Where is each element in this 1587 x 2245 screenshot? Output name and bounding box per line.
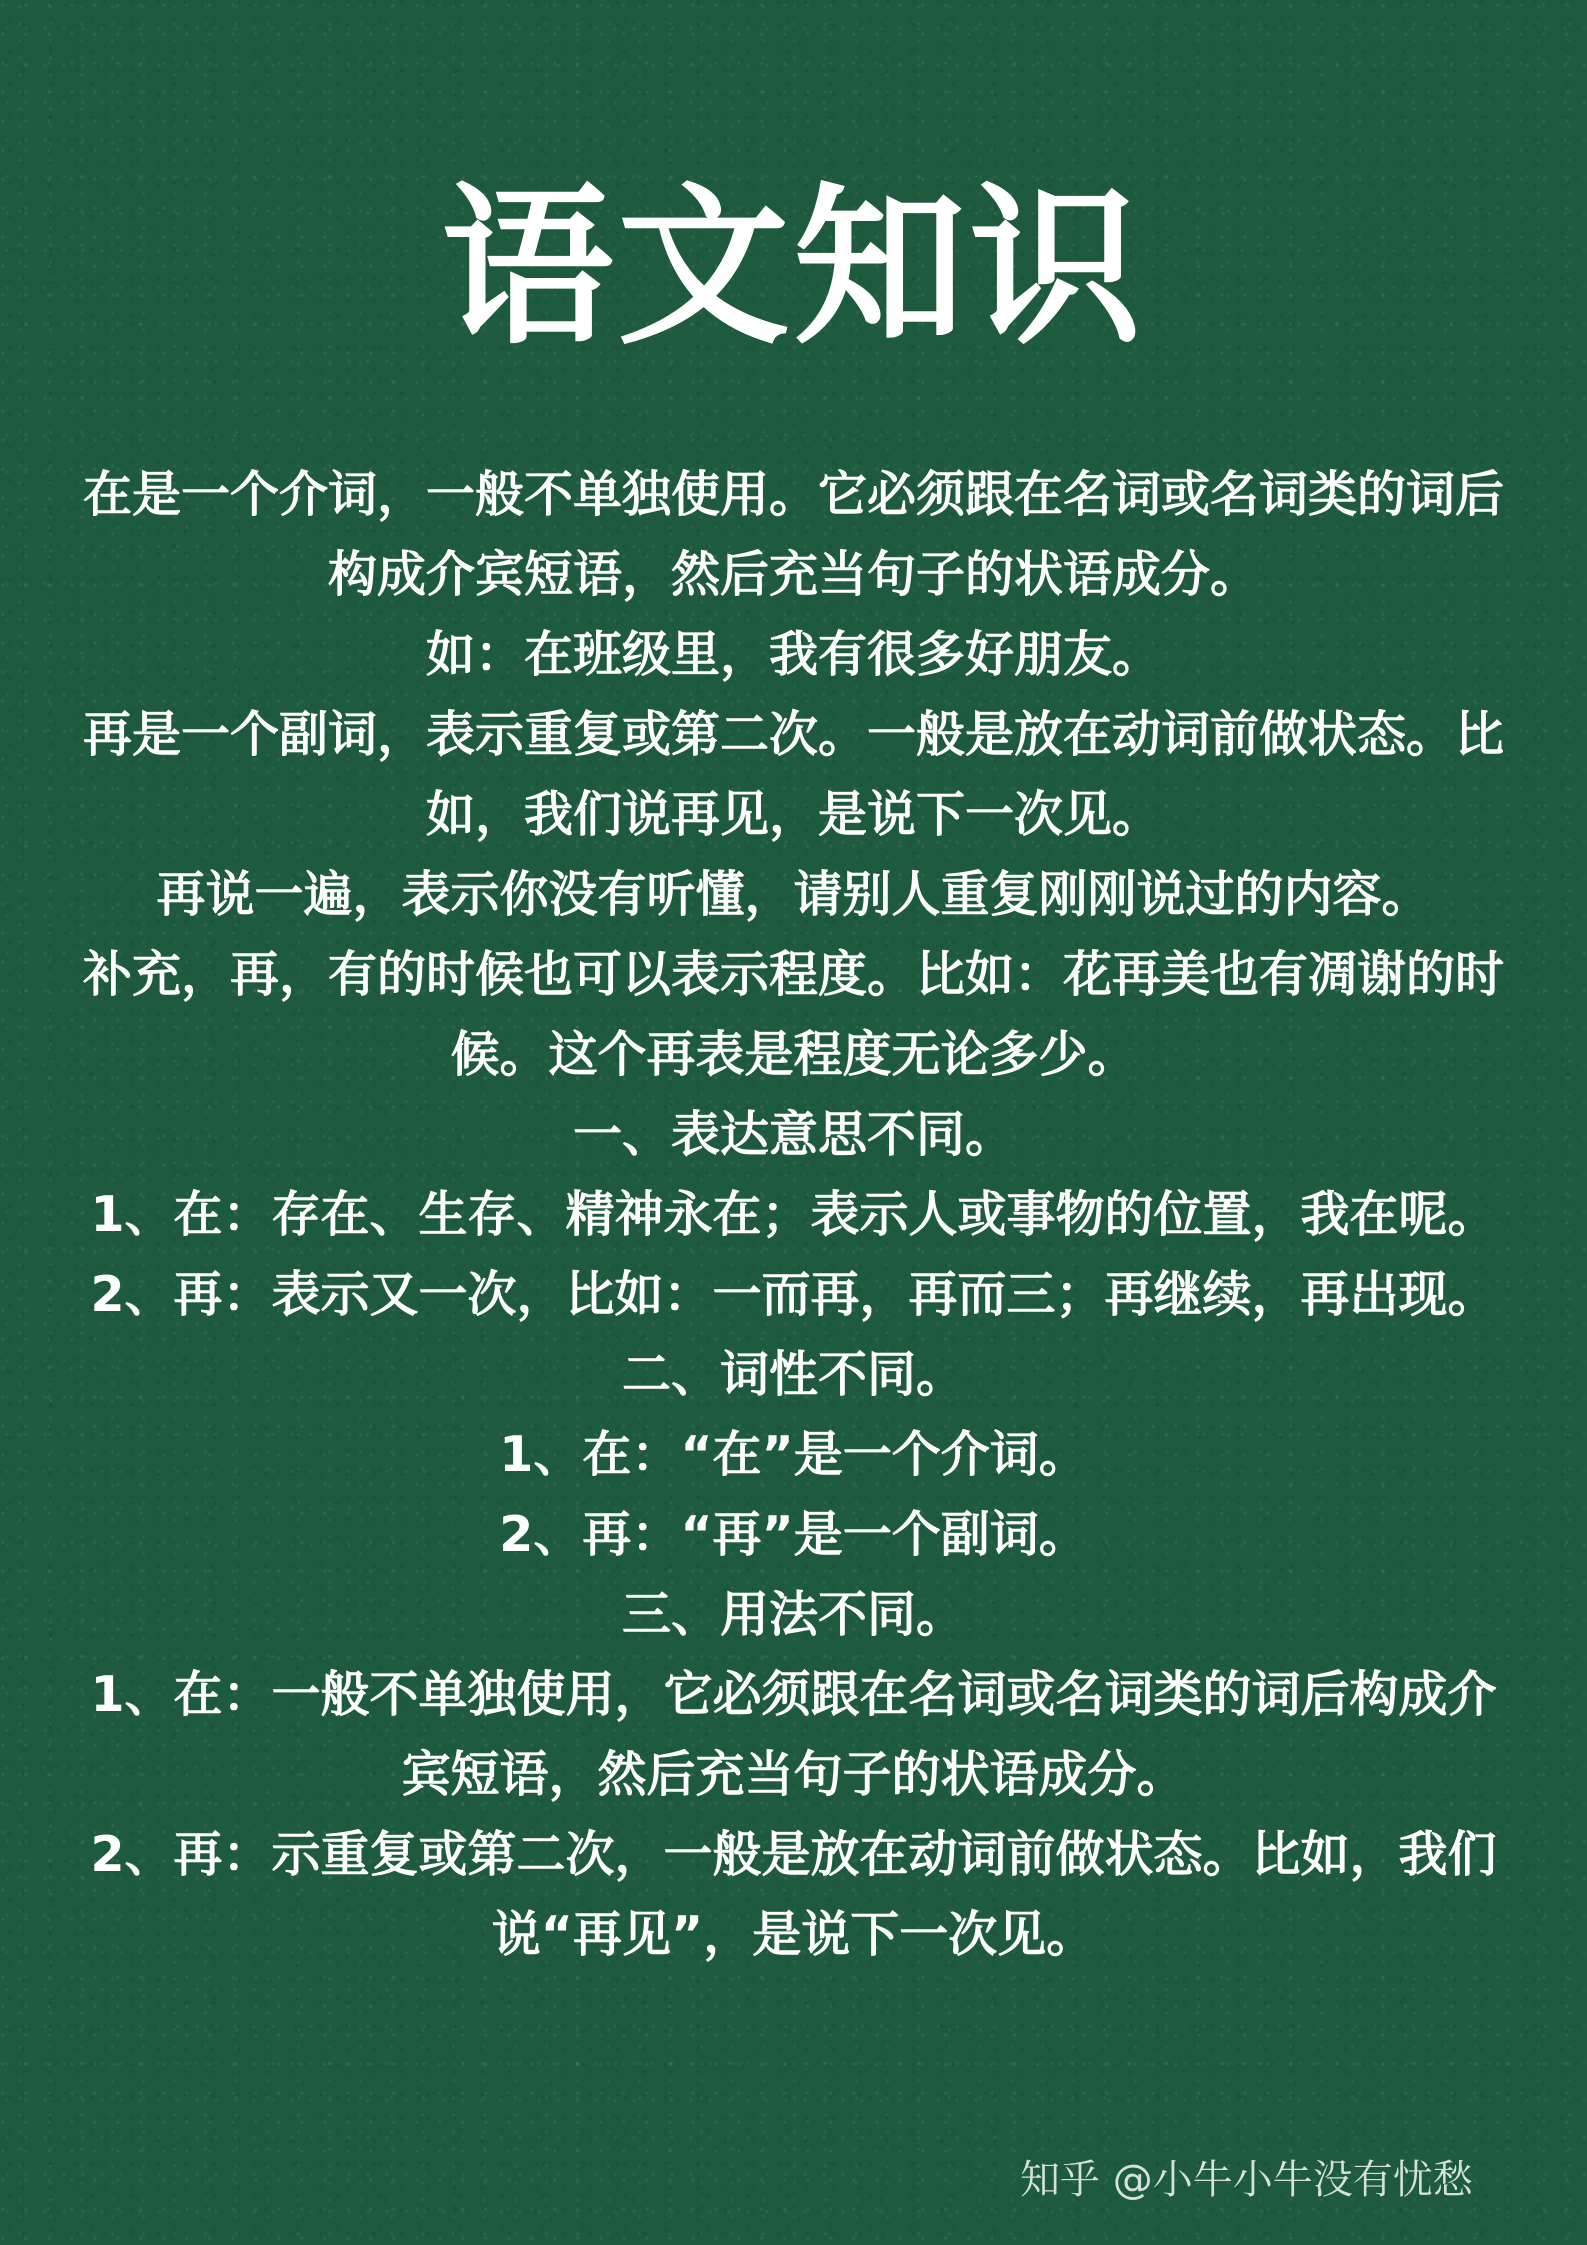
page-title: 语文知识 bbox=[441, 167, 1146, 368]
paragraph: 补充，再，有的时候也可以表示程度。比如：花再美也有凋谢的时候。这个再表是程度无论多少。 bbox=[82, 946, 1504, 1083]
paragraph: 1、在：“在”是一个介词。 bbox=[499, 1426, 1088, 1483]
paragraph: 1、在：存在、生存、精神永在；表示人或事物的位置，我在呢。 bbox=[90, 1186, 1497, 1243]
section-heading: 一、表达意思不同。 bbox=[572, 1106, 1014, 1163]
paragraph: 在是一个介词，一般不单独使用。它必须跟在名词或名词类的词后构成介宾短语，然后充当句子的状语成分。 bbox=[82, 466, 1504, 603]
paragraph: 如：在班级里，我有很多好朋友。 bbox=[425, 626, 1161, 683]
paragraph: 再说一遍，表示你没有听懂，请别人重复刚刚说过的内容。 bbox=[156, 866, 1431, 923]
article-body bbox=[72, 455, 1515, 1975]
section-heading: 二、词性不同。 bbox=[621, 1346, 965, 1403]
watermark: 知乎 @小牛小牛没有忧愁 bbox=[1020, 2157, 1473, 2203]
paragraph: 2、再：示重复或第二次，一般是放在动词前做状态。比如，我们说“再见”，是说下一次见。 bbox=[90, 1826, 1497, 1963]
paragraph: 1、在：一般不单独使用，它必须跟在名词或名词类的词后构成介宾短语，然后充当句子的状语成分。 bbox=[90, 1666, 1497, 1803]
section-heading: 三、用法不同。 bbox=[621, 1586, 965, 1643]
paragraph: 2、再：“再”是一个副词。 bbox=[499, 1506, 1088, 1563]
paragraph: 再是一个副词，表示重复或第二次。一般是放在动词前做状态。比如，我们说再见，是说下一次见。 bbox=[82, 706, 1504, 843]
paragraph: 2、再：表示又一次，比如：一而再，再而三；再继续，再出现。 bbox=[90, 1266, 1497, 1323]
